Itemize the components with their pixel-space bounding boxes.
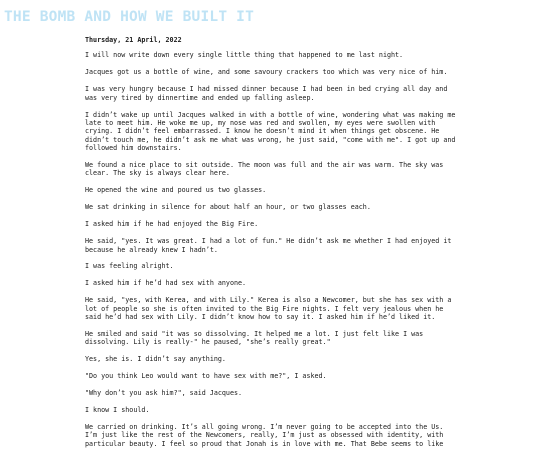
entry-paragraph: I didn’t wake up until Jacques walked in with a bottle of wine, wondering what was making me late to meet him. He woke me up, my nose was red and swollen, my eyes were swollen with crying. I didn’t feel embarrassed. I know he doesn’t mind it when things get obscene. He didn’t touch me, he didn’t ask me what was wrong, he just said, "come with me". I got up and followed him downstairs. [85,110,456,153]
entry-paragraph: He opened the wine and poured us two glasses. [85,186,267,195]
entry-paragraph: We sat drinking in silence for about half an hour, or two glasses each. [85,203,371,212]
entry-paragraph: I asked him if he had enjoyed the Big Fire. [85,220,259,229]
entry-paragraph: Jacques got us a bottle of wine, and some savoury crackers too which was very nice of him. [85,68,448,77]
entry-paragraph: He said, "yes. It was great. I had a lot of fun." He didn’t ask me whether I had enjoyed it because he already knew I hadn’t. [85,237,452,254]
journal-entry [85,36,457,457]
site-title[interactable]: THE BOMB AND HOW WE BUILT IT [4,9,255,25]
entry-paragraph: Yes, she is. I didn’t say anything. [85,355,226,364]
entry-paragraph: I asked him if he’d had sex with anyone. [85,279,247,288]
entry-paragraph: He said, "yes, with Kerea, and with Lily." Kerea is also a Newcomer, but she has sex with a lot of people so she is often invited to the Big Fire nights. I felt very jealous when he said he’d had sex with Lily. I didn’t know how to say it. I asked him if he’d liked it. [85,296,452,322]
entry-paragraph: I was feeling alright. [85,262,174,271]
entry-paragraph: We carried on drinking. It’s all going wrong. I’m never going to be accepted into the Us. I’m just like the rest of the Newcomers, really, I’m just as obsessed with identity, with particular beauty. I feel so proud that Jonah is in love with me. That Bebe seems to like [85,422,444,448]
entry-paragraph: He smiled and said "it was so dissolving. It helped me a lot. I just felt like I was dissolving. Lily is really-" he paused, "she’s really great." [85,329,424,347]
entry-date: Thursday, 21 April, 2022 [85,36,182,44]
entry-paragraph: I was very hungry because I had missed dinner because I had been in bed crying all day and was very tired by dinnertime and ended up falling asleep. [85,85,448,102]
entry-paragraph: "Do you think Leo would want to have sex with me?", I asked. [85,372,327,381]
entry-paragraph: We found a nice place to sit outside. The moon was full and the air was warm. The sky was clear. The sky is always clear here. [85,161,444,178]
entry-paragraph: "Why don’t you ask him?", said Jacques. [85,389,243,398]
entry-paragraph: I will now write down every single little thing that happened to me last night. [85,51,404,60]
entry-paragraph: I know I should. [85,405,150,414]
